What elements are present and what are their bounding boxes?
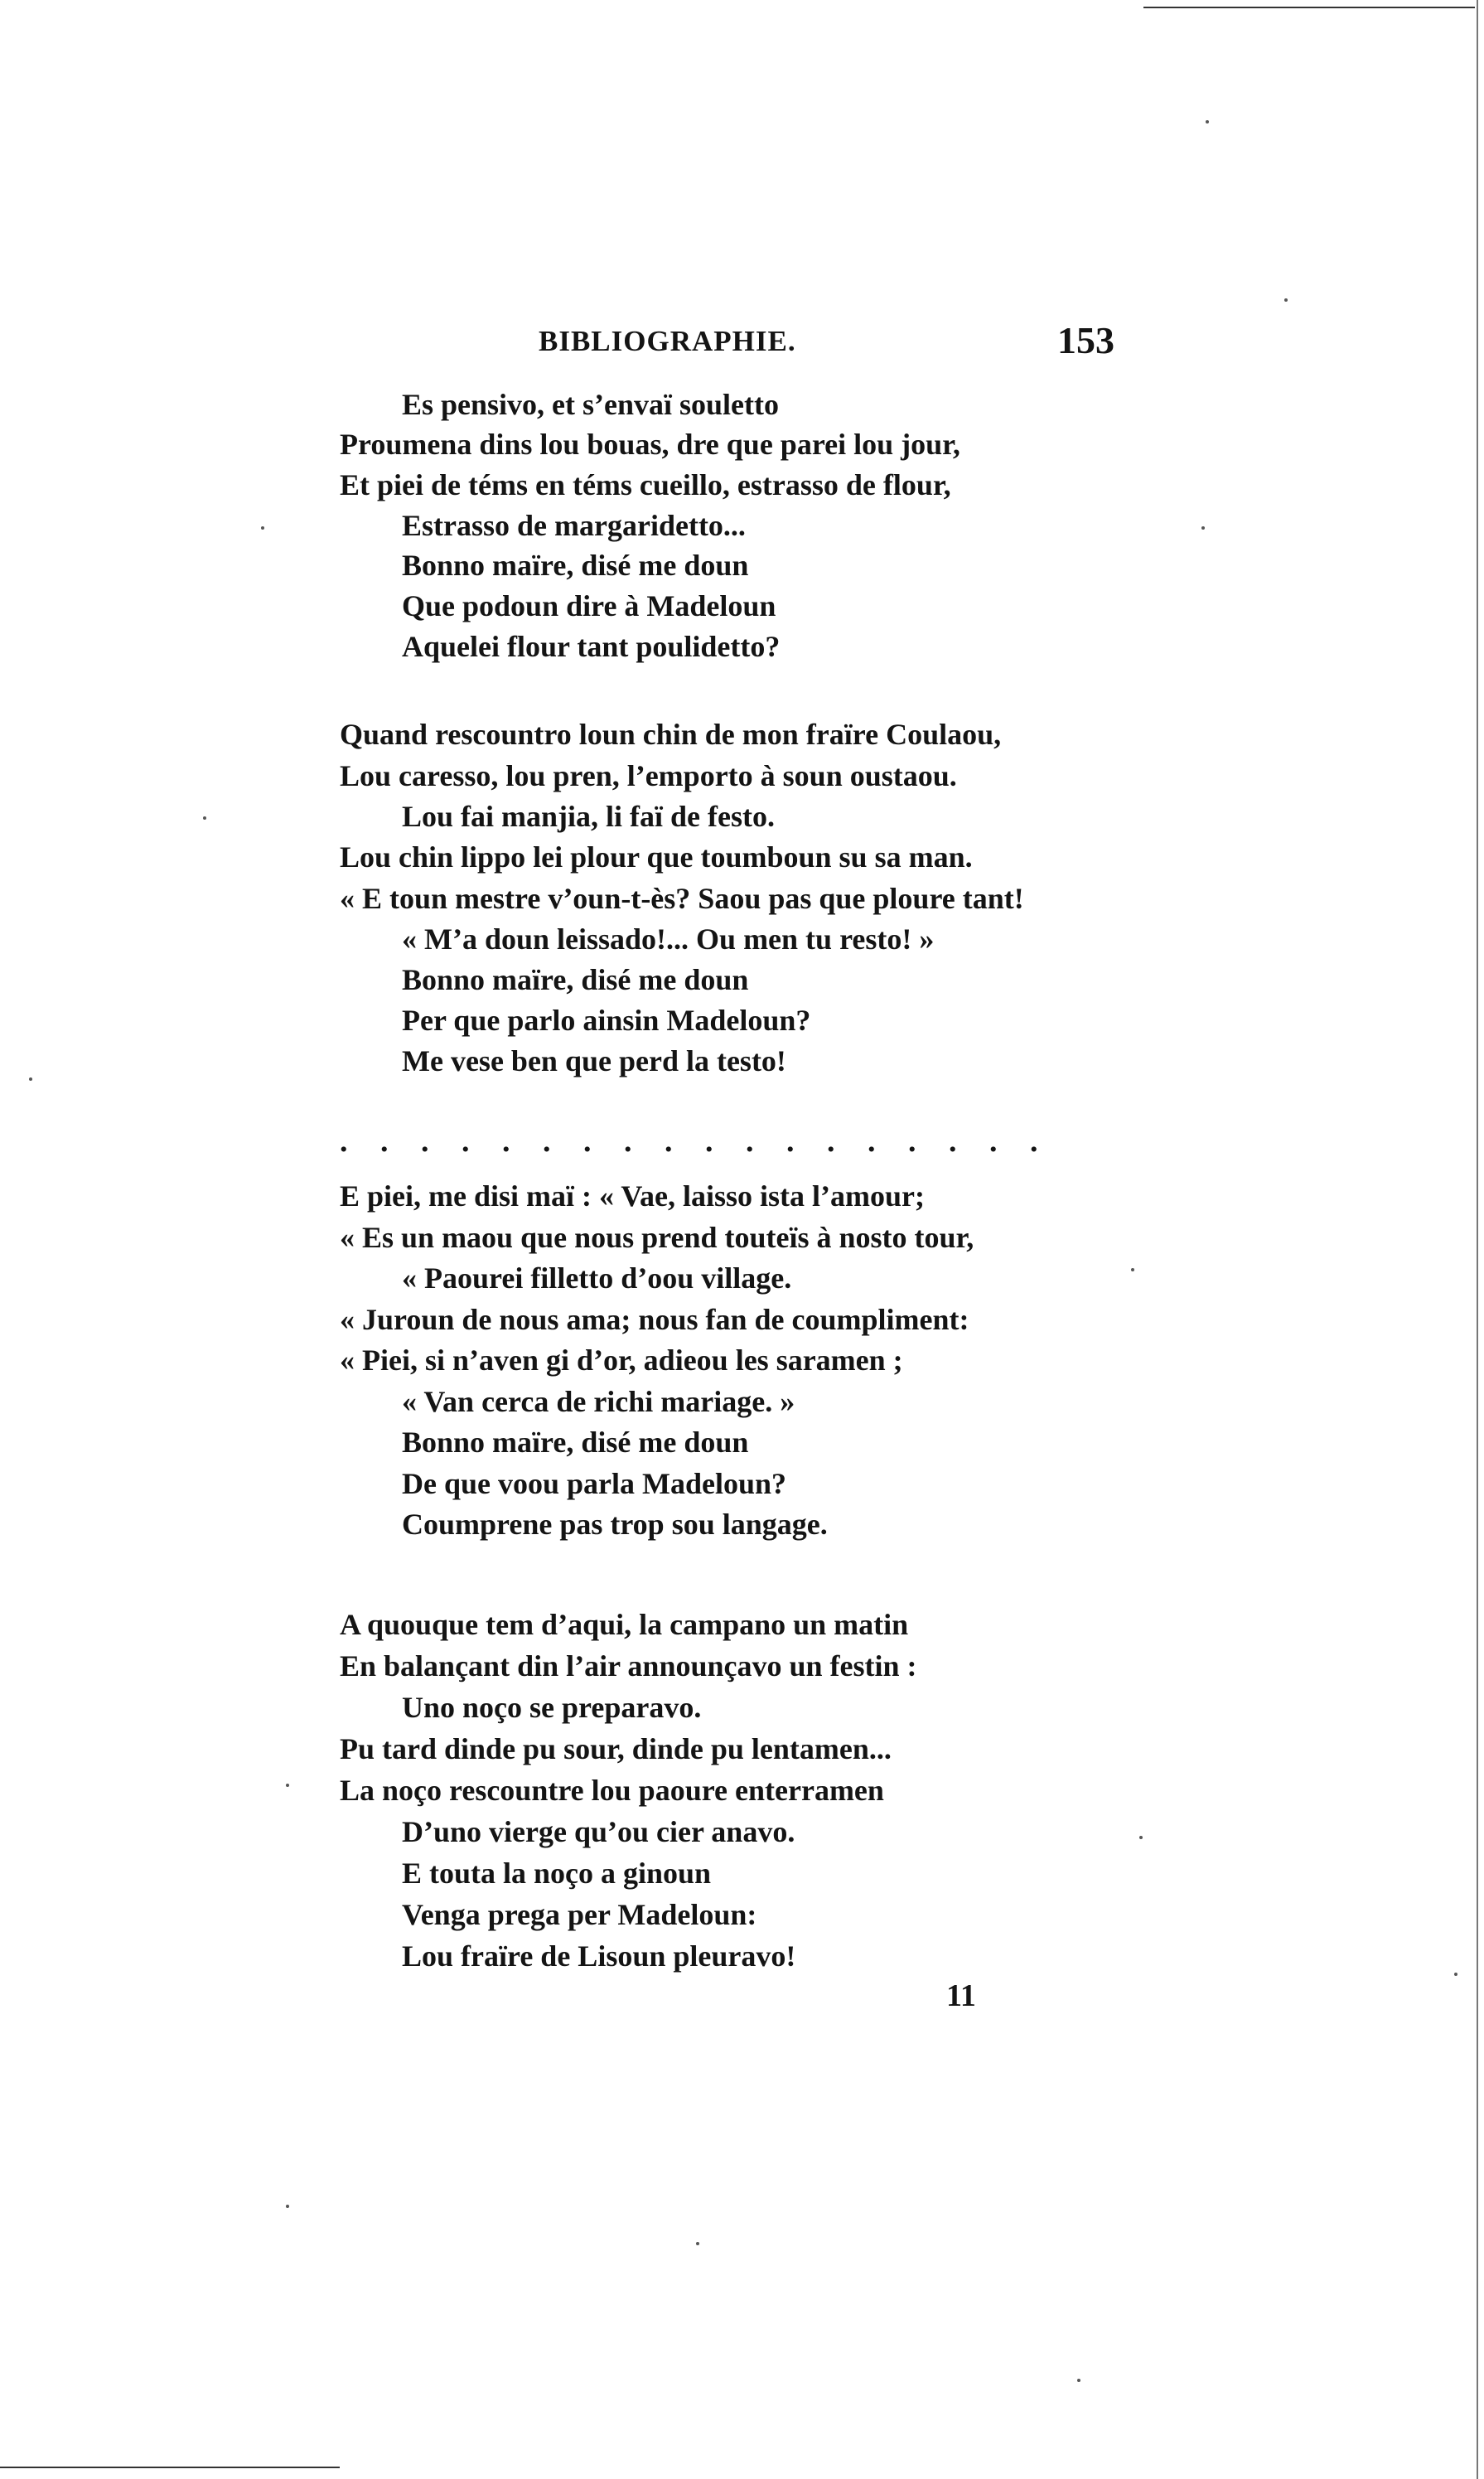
poem-line: Bonno maïre, disé me doun xyxy=(402,549,749,582)
signature-mark: 11 xyxy=(946,1978,976,2013)
scan-speck xyxy=(1284,298,1288,302)
top-edge-rule xyxy=(1143,7,1475,8)
scan-speck xyxy=(1206,120,1209,123)
poem-line: « Van cerca de richi mariage. » xyxy=(402,1385,795,1418)
poem-line: Per que parlo ainsin Madeloun? xyxy=(402,1004,811,1037)
poem-line: Que podoun dire à Madeloun xyxy=(402,589,776,622)
running-title: BIBLIOGRAPHIE. xyxy=(539,325,796,357)
page-header xyxy=(340,319,1114,375)
poem-line: La noço rescountre lou paoure enterramen xyxy=(340,1774,884,1807)
poem-line: « Paourei filletto d’oou village. xyxy=(402,1261,792,1295)
poem-line: Bonno maïre, disé me doun xyxy=(402,963,749,996)
poem-line: Venga prega per Madeloun: xyxy=(402,1898,757,1931)
poem-line: « M’a doun leissado!... Ou men tu resto! » xyxy=(402,922,935,956)
poem-line: Uno noço se preparavo. xyxy=(402,1691,702,1724)
page-number: 153 xyxy=(1057,319,1114,361)
poem-line: En balançant din l’air announçavo un festin : xyxy=(340,1649,917,1683)
poem-line: Quand rescountro loun chin de mon fraïre Coulaou, xyxy=(340,718,1002,751)
poem-line: Estrasso de margaridetto... xyxy=(402,509,746,542)
bottom-edge-rule xyxy=(0,2467,340,2468)
scan-speck xyxy=(696,2242,699,2245)
poem-line: « Es un maou que nous prend touteïs à nosto tour, xyxy=(340,1221,974,1254)
scan-speck xyxy=(1139,1836,1143,1839)
right-edge-rule xyxy=(1477,0,1478,2479)
poem-line: Proumena dins lou bouas, dre que parei lou jour, xyxy=(340,428,960,461)
poem-line: Es pensivo, et s’envaï souletto xyxy=(402,388,780,421)
scan-speck xyxy=(1201,526,1205,530)
scan-speck xyxy=(261,526,264,530)
scan-speck xyxy=(1077,2379,1080,2382)
poem-line: Pu tard dinde pu sour, dinde pu lentamen... xyxy=(340,1732,892,1765)
poem-line: Lou fraïre de Lisoun pleuravo! xyxy=(402,1939,796,1973)
poem-line: Lou fai manjia, li faï de festo. xyxy=(402,800,775,833)
poem-line: « Juroun de nous ama; nous fan de coumpliment: xyxy=(340,1303,969,1336)
scan-speck xyxy=(286,2205,289,2208)
poem-line: Me vese ben que perd la testo! xyxy=(402,1044,786,1077)
poem-line: E touta la noço a ginoun xyxy=(402,1857,712,1890)
scan-speck xyxy=(1131,1268,1134,1271)
poem-line: D’uno vierge qu’ou cier anavo. xyxy=(402,1815,795,1848)
scan-speck xyxy=(203,816,206,820)
omission-dots: . . . . . . . . . . . . . . . . . . xyxy=(340,1124,1051,1159)
poem-line: A quouque tem d’aqui, la campano un matin xyxy=(340,1608,909,1641)
poem-line: Et piei de téms en téms cueillo, estrasso de flour, xyxy=(340,468,951,501)
poem-line: Coumprene pas trop sou langage. xyxy=(402,1508,828,1541)
scan-speck xyxy=(29,1077,32,1081)
poem-line: De que voou parla Madeloun? xyxy=(402,1467,787,1500)
poem-line: Aquelei flour tant poulidetto? xyxy=(402,630,781,663)
poem-line: « Piei, si n’aven gi d’or, adieou les saramen ; xyxy=(340,1344,903,1377)
poem-line: Lou caresso, lou pren, l’emporto à soun oustaou. xyxy=(340,759,957,792)
poem-line: Bonno maïre, disé me doun xyxy=(402,1426,749,1459)
poem-line: E piei, me disi maï : « Vae, laisso ista l’amour; xyxy=(340,1179,926,1213)
poem-line: « E toun mestre v’oun-t-ès? Saou pas que ploure tant! xyxy=(340,882,1024,915)
poem-line: Lou chin lippo lei plour que toumboun su sa man. xyxy=(340,840,973,874)
scan-speck xyxy=(1454,1973,1457,1976)
scan-speck xyxy=(286,1784,289,1787)
